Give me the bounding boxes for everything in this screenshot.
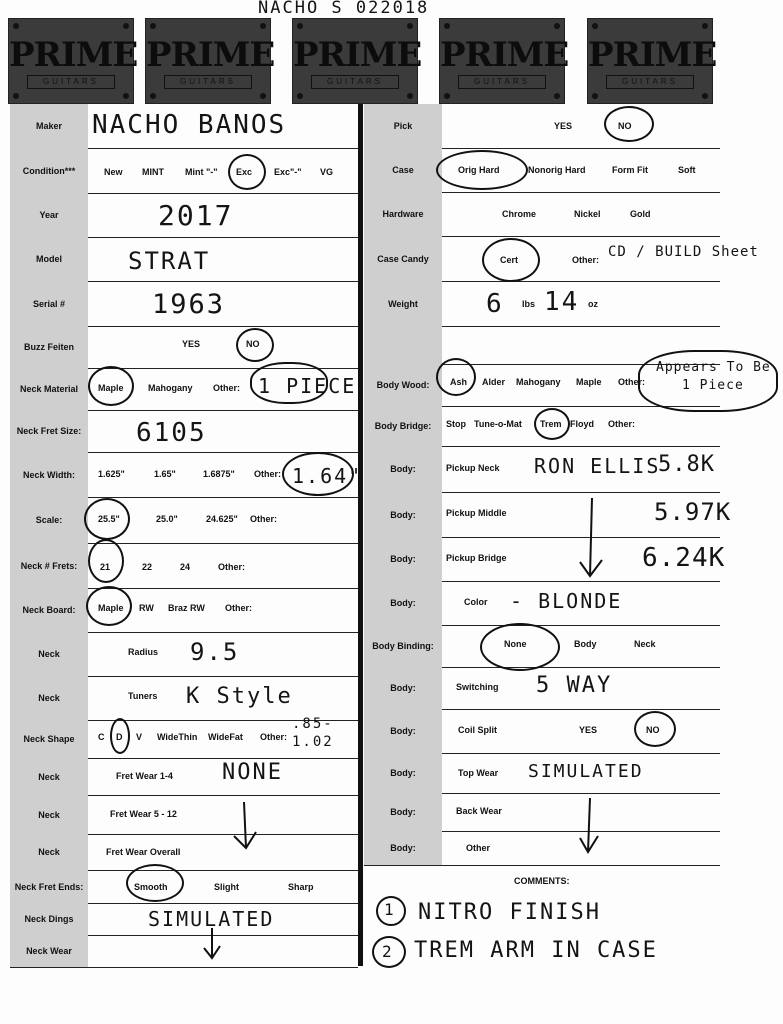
field-name: Tuners xyxy=(128,691,158,701)
fret-ends-option: Sharp xyxy=(288,882,314,892)
row-label: Pick xyxy=(364,104,442,148)
continuation-arrow xyxy=(576,496,606,580)
row-label: Body Bridge: xyxy=(364,406,442,446)
shape-other-value: .85- xyxy=(292,716,334,732)
comment-text: TREM ARM IN CASE xyxy=(414,938,658,963)
binding-option: Body xyxy=(574,639,597,649)
selection-circle xyxy=(228,154,266,190)
value-circle xyxy=(250,362,328,404)
row-label: Body Wood: xyxy=(364,364,442,406)
field-name: Coil Split xyxy=(458,725,497,735)
shape-other-value-2: 1.02 xyxy=(292,734,334,750)
continuation-arrow xyxy=(200,926,224,962)
case-option: Form Fit xyxy=(612,165,648,175)
pickup-middle-value: 5.97K xyxy=(654,498,732,526)
selection-circle xyxy=(88,366,134,406)
wood-other-value: Appears To Be xyxy=(656,360,771,375)
field-name: Fret Wear Overall xyxy=(106,847,181,857)
selection-circle xyxy=(604,106,654,142)
case-candy-row xyxy=(364,236,759,282)
row-label: Hardware xyxy=(364,192,442,236)
row-label: Maker xyxy=(10,104,88,148)
binding-option: Neck xyxy=(634,639,656,649)
field-name: Other xyxy=(466,843,491,853)
dings-value: SIMULATED xyxy=(148,907,275,931)
pickup-neck-row xyxy=(364,446,720,493)
body-binding-row xyxy=(364,625,720,668)
fret-ends-row xyxy=(10,870,358,904)
header-handwritten-note: NACHO S 022018 xyxy=(258,0,430,18)
row-label: Neck xyxy=(10,758,88,795)
wood-other-value-2: 1 Piece xyxy=(682,378,744,393)
prime-logo: PRIME GUITARS xyxy=(145,18,271,104)
wood-option: Other: xyxy=(618,377,645,387)
row-label: Body: xyxy=(364,753,442,793)
frets-option: 24 xyxy=(180,562,191,572)
row-label: Neck Dings xyxy=(10,903,88,935)
pickup-bridge-value: 6.24K xyxy=(642,543,726,573)
row-label: Neck Fret Size: xyxy=(10,410,88,452)
width-option: Other: xyxy=(254,469,281,479)
radius-row xyxy=(10,632,358,677)
row-label: Neck xyxy=(10,834,88,870)
wood-option: Mahogany xyxy=(516,377,561,387)
condition-option: Exc"-" xyxy=(274,167,302,177)
board-option-selected: Maple xyxy=(98,603,124,613)
selection-circle xyxy=(110,718,130,754)
neck-shape-row xyxy=(10,716,358,759)
dings-row xyxy=(10,903,358,936)
row-label: Body: xyxy=(364,492,442,537)
fret-size-value: 6105 xyxy=(136,418,207,448)
row-label: Neck Wear xyxy=(10,935,88,967)
color-row xyxy=(364,581,720,626)
scale-row xyxy=(10,497,358,544)
weight-lbs-unit: lbs xyxy=(522,299,536,309)
row-label: Body: xyxy=(364,793,442,831)
field-name: Pickup Middle xyxy=(446,508,507,518)
frets-option-selected: 21 xyxy=(100,562,111,572)
neck-width-row xyxy=(10,452,363,498)
logo-banner xyxy=(8,18,717,104)
pickup-middle-row xyxy=(364,492,732,538)
prime-logo: PRIME GUITARS xyxy=(439,18,565,104)
row-label: Neck xyxy=(10,795,88,834)
body-bridge-row xyxy=(364,406,720,447)
pickup-neck-value: RON ELLIS xyxy=(534,454,661,478)
board-option: Other: xyxy=(225,603,252,613)
shape-option: WideFat xyxy=(208,732,243,742)
weight-oz-unit: oz xyxy=(588,299,598,309)
hardware-row xyxy=(364,192,720,237)
width-option: 1.6875" xyxy=(203,469,235,479)
case-candy-option-selected: Cert xyxy=(500,255,519,265)
weight-oz-value: 14 xyxy=(544,287,580,317)
board-option: Braz RW xyxy=(168,603,205,613)
bridge-option: Stop xyxy=(446,419,466,429)
condition-option: VG xyxy=(320,167,334,177)
shape-option: Other: xyxy=(260,732,287,742)
row-label: Buzz Feiten xyxy=(10,326,88,368)
selection-circle xyxy=(88,539,124,583)
top-wear-row xyxy=(364,753,720,794)
scale-option: Other: xyxy=(250,514,277,524)
prime-logo: PRIME GUITARS xyxy=(8,18,134,104)
weight-row xyxy=(364,281,720,327)
field-name: Back Wear xyxy=(456,806,502,816)
selection-circle xyxy=(480,623,560,671)
neck-fret-size-row xyxy=(10,410,358,453)
tuners-row xyxy=(10,676,358,721)
field-name: Color xyxy=(464,597,488,607)
fret-wear-3-row xyxy=(10,834,358,871)
pick-option: YES xyxy=(554,121,573,131)
selection-circle xyxy=(84,498,130,540)
case-row xyxy=(364,148,720,193)
fret-wear-value: NONE xyxy=(222,760,283,785)
scale-option: 25.0" xyxy=(156,514,178,524)
row-label: Neck xyxy=(10,632,88,676)
row-label: Weight xyxy=(364,281,442,326)
fret-ends-option: Slight xyxy=(214,882,239,892)
material-option-selected: Maple xyxy=(98,383,124,393)
hardware-option: Gold xyxy=(630,209,651,219)
hardware-option: Nickel xyxy=(574,209,601,219)
wood-option-selected: Ash xyxy=(450,377,468,387)
scale-option: 24.625" xyxy=(206,514,238,524)
bridge-option-selected: Trem xyxy=(540,419,562,429)
row-label: Case xyxy=(364,148,442,192)
wood-option: Maple xyxy=(576,377,602,387)
fret-wear-2-row xyxy=(10,795,358,835)
binding-option-selected: None xyxy=(504,639,527,649)
buzz-option: YES xyxy=(182,339,201,349)
row-label: Serial # xyxy=(10,281,88,326)
row-label: Neck xyxy=(10,676,88,720)
selection-circle xyxy=(436,358,476,396)
fret-ends-option-selected: Smooth xyxy=(134,882,168,892)
frets-row xyxy=(10,543,358,589)
frets-option: Other: xyxy=(218,562,245,572)
coil-split-row xyxy=(364,709,720,754)
pickup-bridge-row xyxy=(364,537,726,582)
value-circle xyxy=(282,452,354,496)
comment-number: 2 xyxy=(382,942,394,961)
radius-value: 9.5 xyxy=(190,638,240,666)
case-candy-option: Other: xyxy=(572,255,599,265)
field-name: Top Wear xyxy=(458,768,499,778)
board-option: RW xyxy=(139,603,154,613)
other-row xyxy=(364,831,720,866)
pick-row xyxy=(364,104,720,149)
row-label: Body: xyxy=(364,831,442,865)
coil-split-option-selected: NO xyxy=(646,725,660,735)
continuation-arrow xyxy=(576,796,604,856)
condition-option: New xyxy=(104,167,123,177)
condition-option-selected: Exc xyxy=(236,167,253,177)
width-option: 1.65" xyxy=(154,469,176,479)
row-label: Scale: xyxy=(10,497,88,543)
selection-circle xyxy=(126,864,184,902)
field-name: Pickup Bridge xyxy=(446,553,507,563)
row-label: Model xyxy=(10,237,88,281)
comment-text: NITRO FINISH xyxy=(418,900,601,925)
comments-title: COMMENTS: xyxy=(514,876,570,886)
pick-option-selected: NO xyxy=(618,121,632,131)
wear-row xyxy=(10,935,358,968)
condition-option: MINT xyxy=(142,167,164,177)
width-other-value: 1.64" xyxy=(292,464,363,488)
shape-option-selected: D xyxy=(116,732,123,742)
selection-circle xyxy=(634,711,676,747)
year-row xyxy=(10,193,358,238)
tuners-value: K Style xyxy=(186,684,293,709)
condition-option: Mint "-" xyxy=(185,167,218,177)
switching-row xyxy=(364,667,720,710)
prime-logo: PRIME GUITARS xyxy=(587,18,713,104)
serial-value: 1963 xyxy=(152,289,226,320)
case-option-selected: Orig Hard xyxy=(458,165,500,175)
year-value: 2017 xyxy=(158,199,234,232)
row-label: Case Candy xyxy=(364,236,442,281)
field-name: Switching xyxy=(456,682,499,692)
shape-option: C xyxy=(98,732,105,742)
prime-logo: PRIME GUITARS xyxy=(292,18,418,104)
column-divider xyxy=(358,104,363,966)
bridge-option: Other: xyxy=(608,419,635,429)
pickup-neck-reading: 5.8K xyxy=(658,452,715,477)
selection-circle xyxy=(86,586,132,626)
case-option: Soft xyxy=(678,165,696,175)
coil-split-option: YES xyxy=(579,725,598,735)
field-name: Fret Wear 5 - 12 xyxy=(110,809,177,819)
field-name: Radius xyxy=(128,647,159,657)
material-other-value: 1 PIECE xyxy=(258,374,357,398)
shape-option: WideThin xyxy=(157,732,198,742)
condition-row xyxy=(10,148,358,194)
row-label: Condition*** xyxy=(10,148,88,193)
weight-lbs-value: 6 xyxy=(486,289,504,319)
selection-circle xyxy=(436,150,528,190)
row-label: Neck Fret Ends: xyxy=(10,870,88,903)
case-candy-other-value: CD / BUILD Sheet xyxy=(608,244,759,260)
row-label: Neck Board: xyxy=(10,588,88,632)
row-label: Body: xyxy=(364,709,442,753)
maker-value: NACHO BANOS xyxy=(92,110,287,140)
switching-value: 5 WAY xyxy=(536,673,613,698)
row-label: Body: xyxy=(364,581,442,625)
row-label: Body: xyxy=(364,537,442,581)
row-label: Neck Shape xyxy=(10,720,88,758)
field-name: Fret Wear 1-4 xyxy=(116,771,173,781)
comment-number: 1 xyxy=(384,900,396,919)
serial-row xyxy=(10,281,358,327)
model-row xyxy=(10,237,358,282)
fret-wear-1-row xyxy=(10,758,358,796)
row-label: Year xyxy=(10,193,88,237)
row-label: Neck Width: xyxy=(10,452,88,497)
neck-material-row xyxy=(10,368,358,411)
bridge-option: Floyd xyxy=(570,419,594,429)
row-label: Body: xyxy=(364,446,442,492)
field-name: Pickup Neck xyxy=(446,463,500,473)
selection-circle xyxy=(236,328,274,362)
shape-option: V xyxy=(136,732,143,742)
width-option: 1.625" xyxy=(98,469,125,479)
selection-circle xyxy=(534,408,570,440)
top-wear-value: SIMULATED xyxy=(528,761,644,782)
frets-option: 22 xyxy=(142,562,153,572)
scale-option-selected: 25.5" xyxy=(98,514,120,524)
case-option: Nonorig Hard xyxy=(528,165,586,175)
buzz-option-selected: NO xyxy=(246,339,260,349)
row-label: Neck # Frets: xyxy=(10,543,88,588)
model-value: STRAT xyxy=(128,247,211,275)
material-option: Other: xyxy=(213,383,240,393)
selection-circle xyxy=(482,238,540,282)
material-option: Mahogany xyxy=(148,383,193,393)
neck-board-row xyxy=(10,588,358,633)
row-label: Neck Material xyxy=(10,368,88,410)
row-label: Body: xyxy=(364,667,442,709)
row-label: Body Binding: xyxy=(364,625,442,667)
wood-option: Alder xyxy=(482,377,506,387)
maker-row xyxy=(10,104,358,149)
color-value: - BLONDE xyxy=(510,589,623,613)
continuation-arrow xyxy=(230,800,260,852)
back-wear-row xyxy=(364,793,720,832)
bridge-option: Tune-o-Mat xyxy=(474,419,522,429)
hardware-option: Chrome xyxy=(502,209,537,219)
row-label xyxy=(364,326,442,364)
